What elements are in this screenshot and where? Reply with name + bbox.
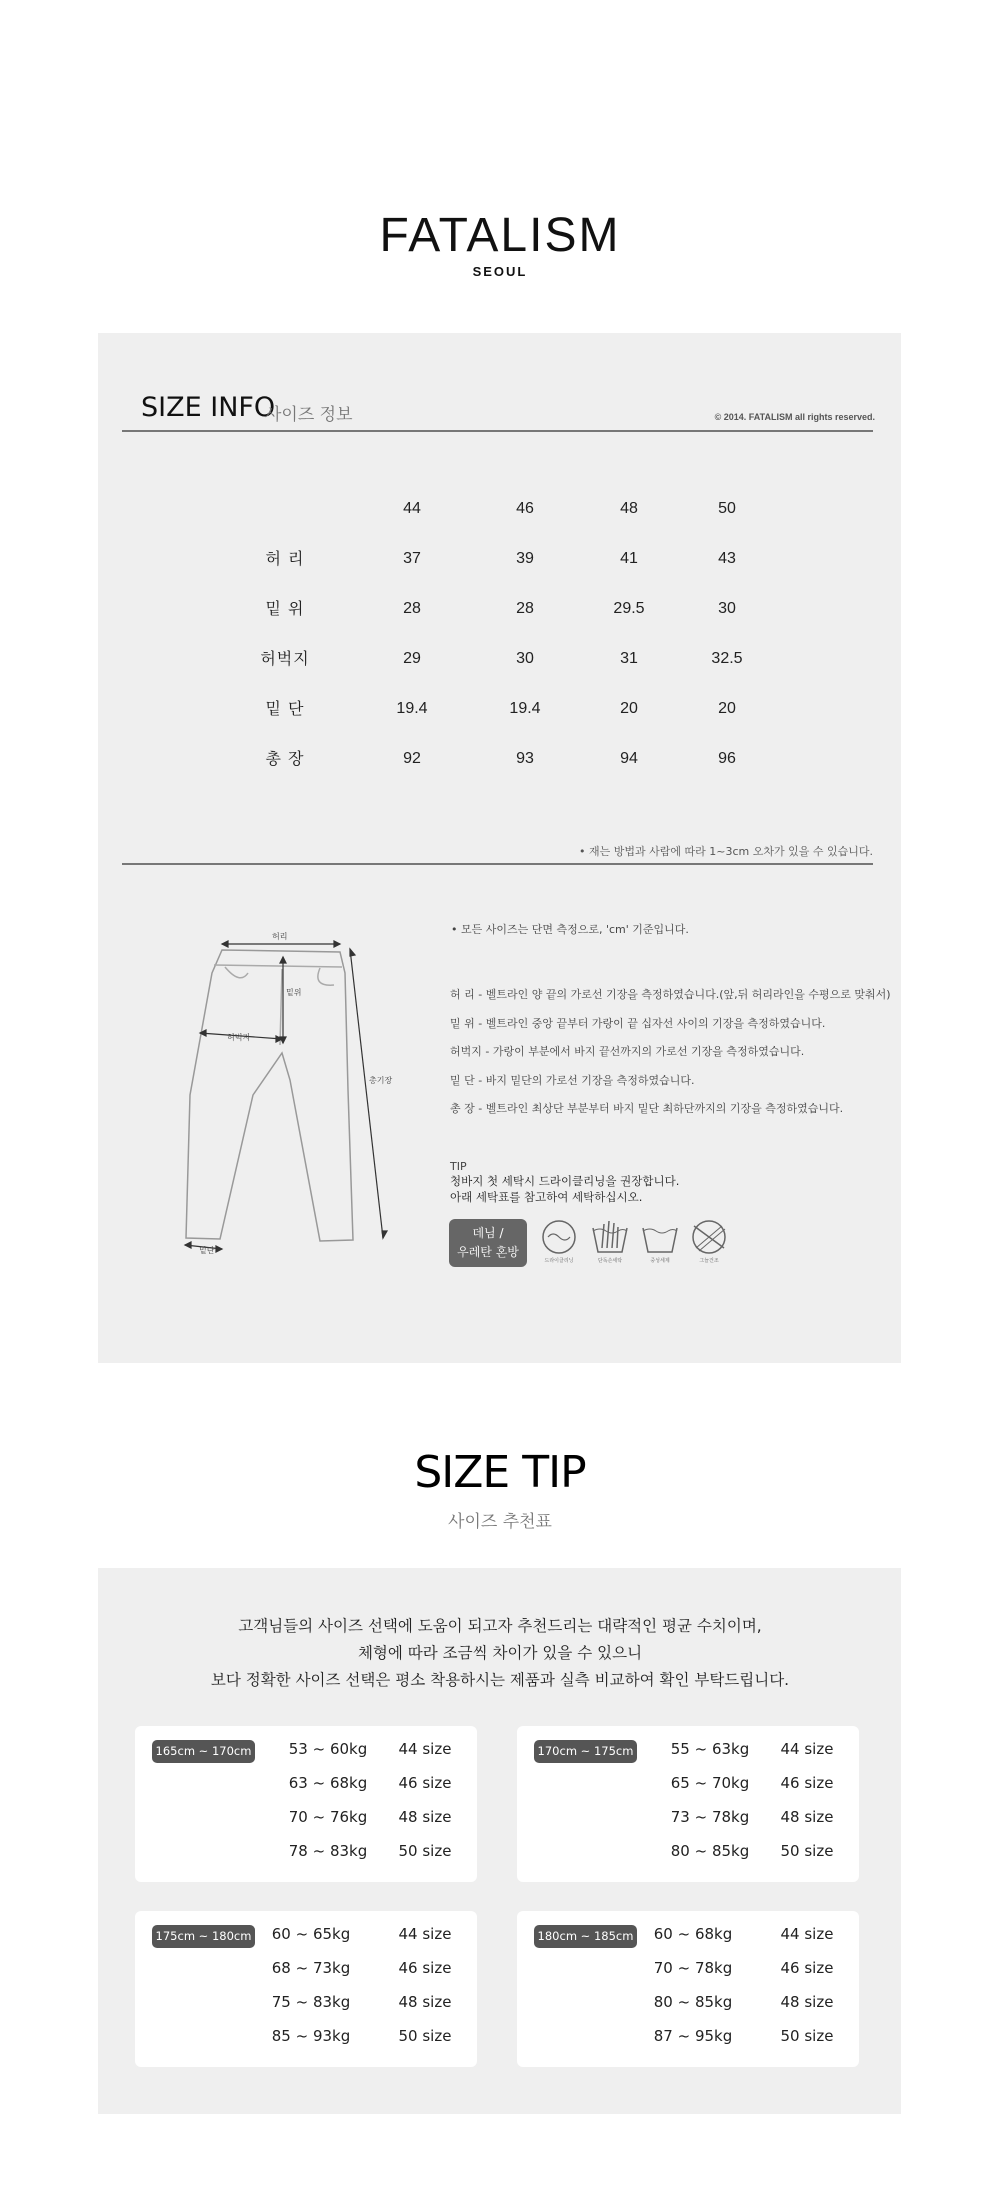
- col-header: 44: [403, 500, 421, 517]
- height-badge: 170cm ~ 175cm: [534, 1740, 637, 1763]
- size-card: [517, 1726, 859, 1882]
- size-card: [135, 1726, 477, 1882]
- copyright-text: © 2014. FATALISM all rights reserved.: [714, 412, 875, 422]
- weight-range: 80 ~ 85kg: [670, 1842, 750, 1860]
- weight-range: 55 ~ 63kg: [670, 1740, 750, 1758]
- weight-range: 60 ~ 68kg: [653, 1925, 733, 1943]
- size-value: 44 size: [780, 1925, 834, 1943]
- weight-range: 70 ~ 76kg: [288, 1808, 368, 1826]
- table-cell: 93: [516, 750, 534, 767]
- size-value: 50 size: [780, 2027, 834, 2045]
- weight-range: 63 ~ 68kg: [288, 1774, 368, 1792]
- table-cell: 39: [516, 550, 534, 567]
- table-cell: 43: [718, 550, 736, 567]
- divider-top: [122, 430, 873, 432]
- basis-note: • 모든 사이즈는 단면 측정으로, 'cm' 기준입니다.: [451, 923, 689, 936]
- col-header: 48: [620, 500, 638, 517]
- col-header: 50: [718, 500, 736, 517]
- weight-range: 78 ~ 83kg: [288, 1842, 368, 1860]
- brand-logo: FATALISM: [379, 209, 621, 262]
- weight-range: 80 ~ 85kg: [653, 1993, 733, 2011]
- table-cell: 20: [718, 700, 736, 717]
- size-value: 48 size: [398, 1808, 452, 1826]
- table-cell: 37: [403, 550, 421, 567]
- weight-range: 85 ~ 93kg: [271, 2027, 351, 2045]
- weight-range: 70 ~ 78kg: [653, 1959, 733, 1977]
- fabric-badge: [449, 1219, 527, 1267]
- no-tumble-dry-icon: [690, 1218, 728, 1256]
- size-value: 50 size: [398, 1842, 452, 1860]
- fabric-line: 우레탄 혼방: [457, 1245, 519, 1259]
- size-card: [517, 1911, 859, 2067]
- weight-range: 87 ~ 95kg: [653, 2027, 733, 2045]
- table-cell: 28: [403, 600, 421, 617]
- size-value: 46 size: [398, 1774, 452, 1792]
- table-cell: 19.4: [509, 700, 541, 717]
- table-cell: 20: [620, 700, 638, 717]
- size-value: 46 size: [780, 1774, 834, 1792]
- table-cell: 28: [516, 600, 534, 617]
- weight-range: 53 ~ 60kg: [288, 1740, 368, 1758]
- intro-line: 보다 정확한 사이즈 선택은 평소 착용하시는 제품과 실측 비교하여 확인 부탁드립니다.: [210, 1671, 790, 1689]
- height-badge: 165cm ~ 170cm: [152, 1740, 255, 1763]
- diagram-label-hem: 밑단: [199, 1246, 215, 1255]
- size-value: 50 size: [780, 1842, 834, 1860]
- intro-line: 고객님들의 사이즈 선택에 도움이 되고자 추천드리는 대략적인 평균 수치이며,: [238, 1617, 762, 1635]
- tip-line: 아래 세탁표를 참고하여 세탁하십시오.: [450, 1190, 643, 1204]
- row-label: 총 장: [265, 749, 305, 768]
- size-tip-subtitle: 사이즈 추천표: [448, 1512, 552, 1532]
- measure-note: 허 리 - 벨트라인 양 끝의 가로선 기장을 측정하였습니다.(앞,뒤 허리라인을 수평으로 맞춰서): [450, 988, 891, 1001]
- size-value: 46 size: [398, 1959, 452, 1977]
- table-cell: 32.5: [711, 650, 743, 667]
- table-cell: 30: [718, 600, 736, 617]
- row-label: 밑 단: [265, 699, 305, 718]
- care-caption: 단독손세탁: [597, 1258, 623, 1264]
- measure-note: 총 장 - 벨트라인 최상단 부분부터 바지 밑단 최하단까지의 기장을 측정하였습니다.: [450, 1102, 844, 1115]
- measure-note: 밑 단 - 바지 밑단의 가로선 기장을 측정하였습니다.: [450, 1074, 695, 1087]
- care-caption: 그늘건조: [699, 1258, 719, 1264]
- tip-line: 청바지 첫 세탁시 드라이클리닝을 권장합니다.: [450, 1174, 680, 1188]
- row-label: 허벅지: [260, 649, 310, 668]
- measure-note: 허벅지 - 가랑이 부분에서 바지 끝선까지의 가로선 기장을 측정하였습니다.: [450, 1045, 805, 1058]
- size-value: 50 size: [398, 2027, 452, 2045]
- diagram-label-rise: 밑위: [286, 988, 302, 997]
- size-tip-title: SIZE TIP: [414, 1447, 586, 1498]
- dry-clean-icon: [540, 1218, 578, 1256]
- pants-diagram: [170, 935, 400, 1260]
- size-value: 44 size: [398, 1925, 452, 1943]
- brand-sub: SEOUL: [472, 264, 528, 279]
- measure-note: 밑 위 - 벨트라인 중앙 끝부터 가랑이 끝 십자선 사이의 기장을 측정하였습니다.: [450, 1017, 826, 1030]
- size-info-title-kr: 사이즈 정보: [265, 405, 353, 425]
- table-cell: 41: [620, 550, 638, 567]
- table-cell: 92: [403, 750, 421, 767]
- size-value: 46 size: [780, 1959, 834, 1977]
- weight-range: 68 ~ 73kg: [271, 1959, 351, 1977]
- intro-line: 체형에 따라 조금씩 차이가 있을 수 있으니: [357, 1644, 643, 1662]
- diagram-label-waist: 허리: [272, 932, 288, 941]
- tip-label: TIP: [450, 1160, 467, 1173]
- care-caption: 중성세제: [650, 1258, 670, 1264]
- weight-range: 60 ~ 65kg: [271, 1925, 351, 1943]
- hand-wash-icon: [590, 1218, 630, 1256]
- size-value: 48 size: [780, 1993, 834, 2011]
- size-value: 44 size: [398, 1740, 452, 1758]
- table-cell: 19.4: [396, 700, 428, 717]
- size-value: 48 size: [780, 1808, 834, 1826]
- error-note: • 재는 방법과 사람에 따라 1~3cm 오차가 있을 수 있습니다.: [579, 845, 873, 858]
- table-cell: 29.5: [613, 600, 645, 617]
- weight-range: 65 ~ 70kg: [670, 1774, 750, 1792]
- col-header: 46: [516, 500, 534, 517]
- size-value: 48 size: [398, 1993, 452, 2011]
- table-cell: 29: [403, 650, 421, 667]
- wash-tub-icon: [640, 1218, 680, 1256]
- size-value: 44 size: [780, 1740, 834, 1758]
- size-card: [135, 1911, 477, 2067]
- table-cell: 31: [620, 650, 638, 667]
- size-info-title: SIZE INFO: [141, 392, 276, 423]
- table-cell: 30: [516, 650, 534, 667]
- divider-bottom: [122, 863, 873, 865]
- height-badge: 175cm ~ 180cm: [152, 1925, 255, 1948]
- diagram-label-thigh: 허벅지: [227, 1033, 251, 1042]
- weight-range: 73 ~ 78kg: [670, 1808, 750, 1826]
- care-caption: 드라이클리닝: [544, 1258, 574, 1264]
- row-label: 허 리: [265, 549, 305, 568]
- row-label: 밑 위: [265, 599, 305, 618]
- fabric-line: 데님 /: [472, 1226, 504, 1240]
- weight-range: 75 ~ 83kg: [271, 1993, 351, 2011]
- table-cell: 94: [620, 750, 638, 767]
- table-cell: 96: [718, 750, 736, 767]
- height-badge: 180cm ~ 185cm: [534, 1925, 637, 1948]
- diagram-label-length: 총기장: [369, 1076, 393, 1085]
